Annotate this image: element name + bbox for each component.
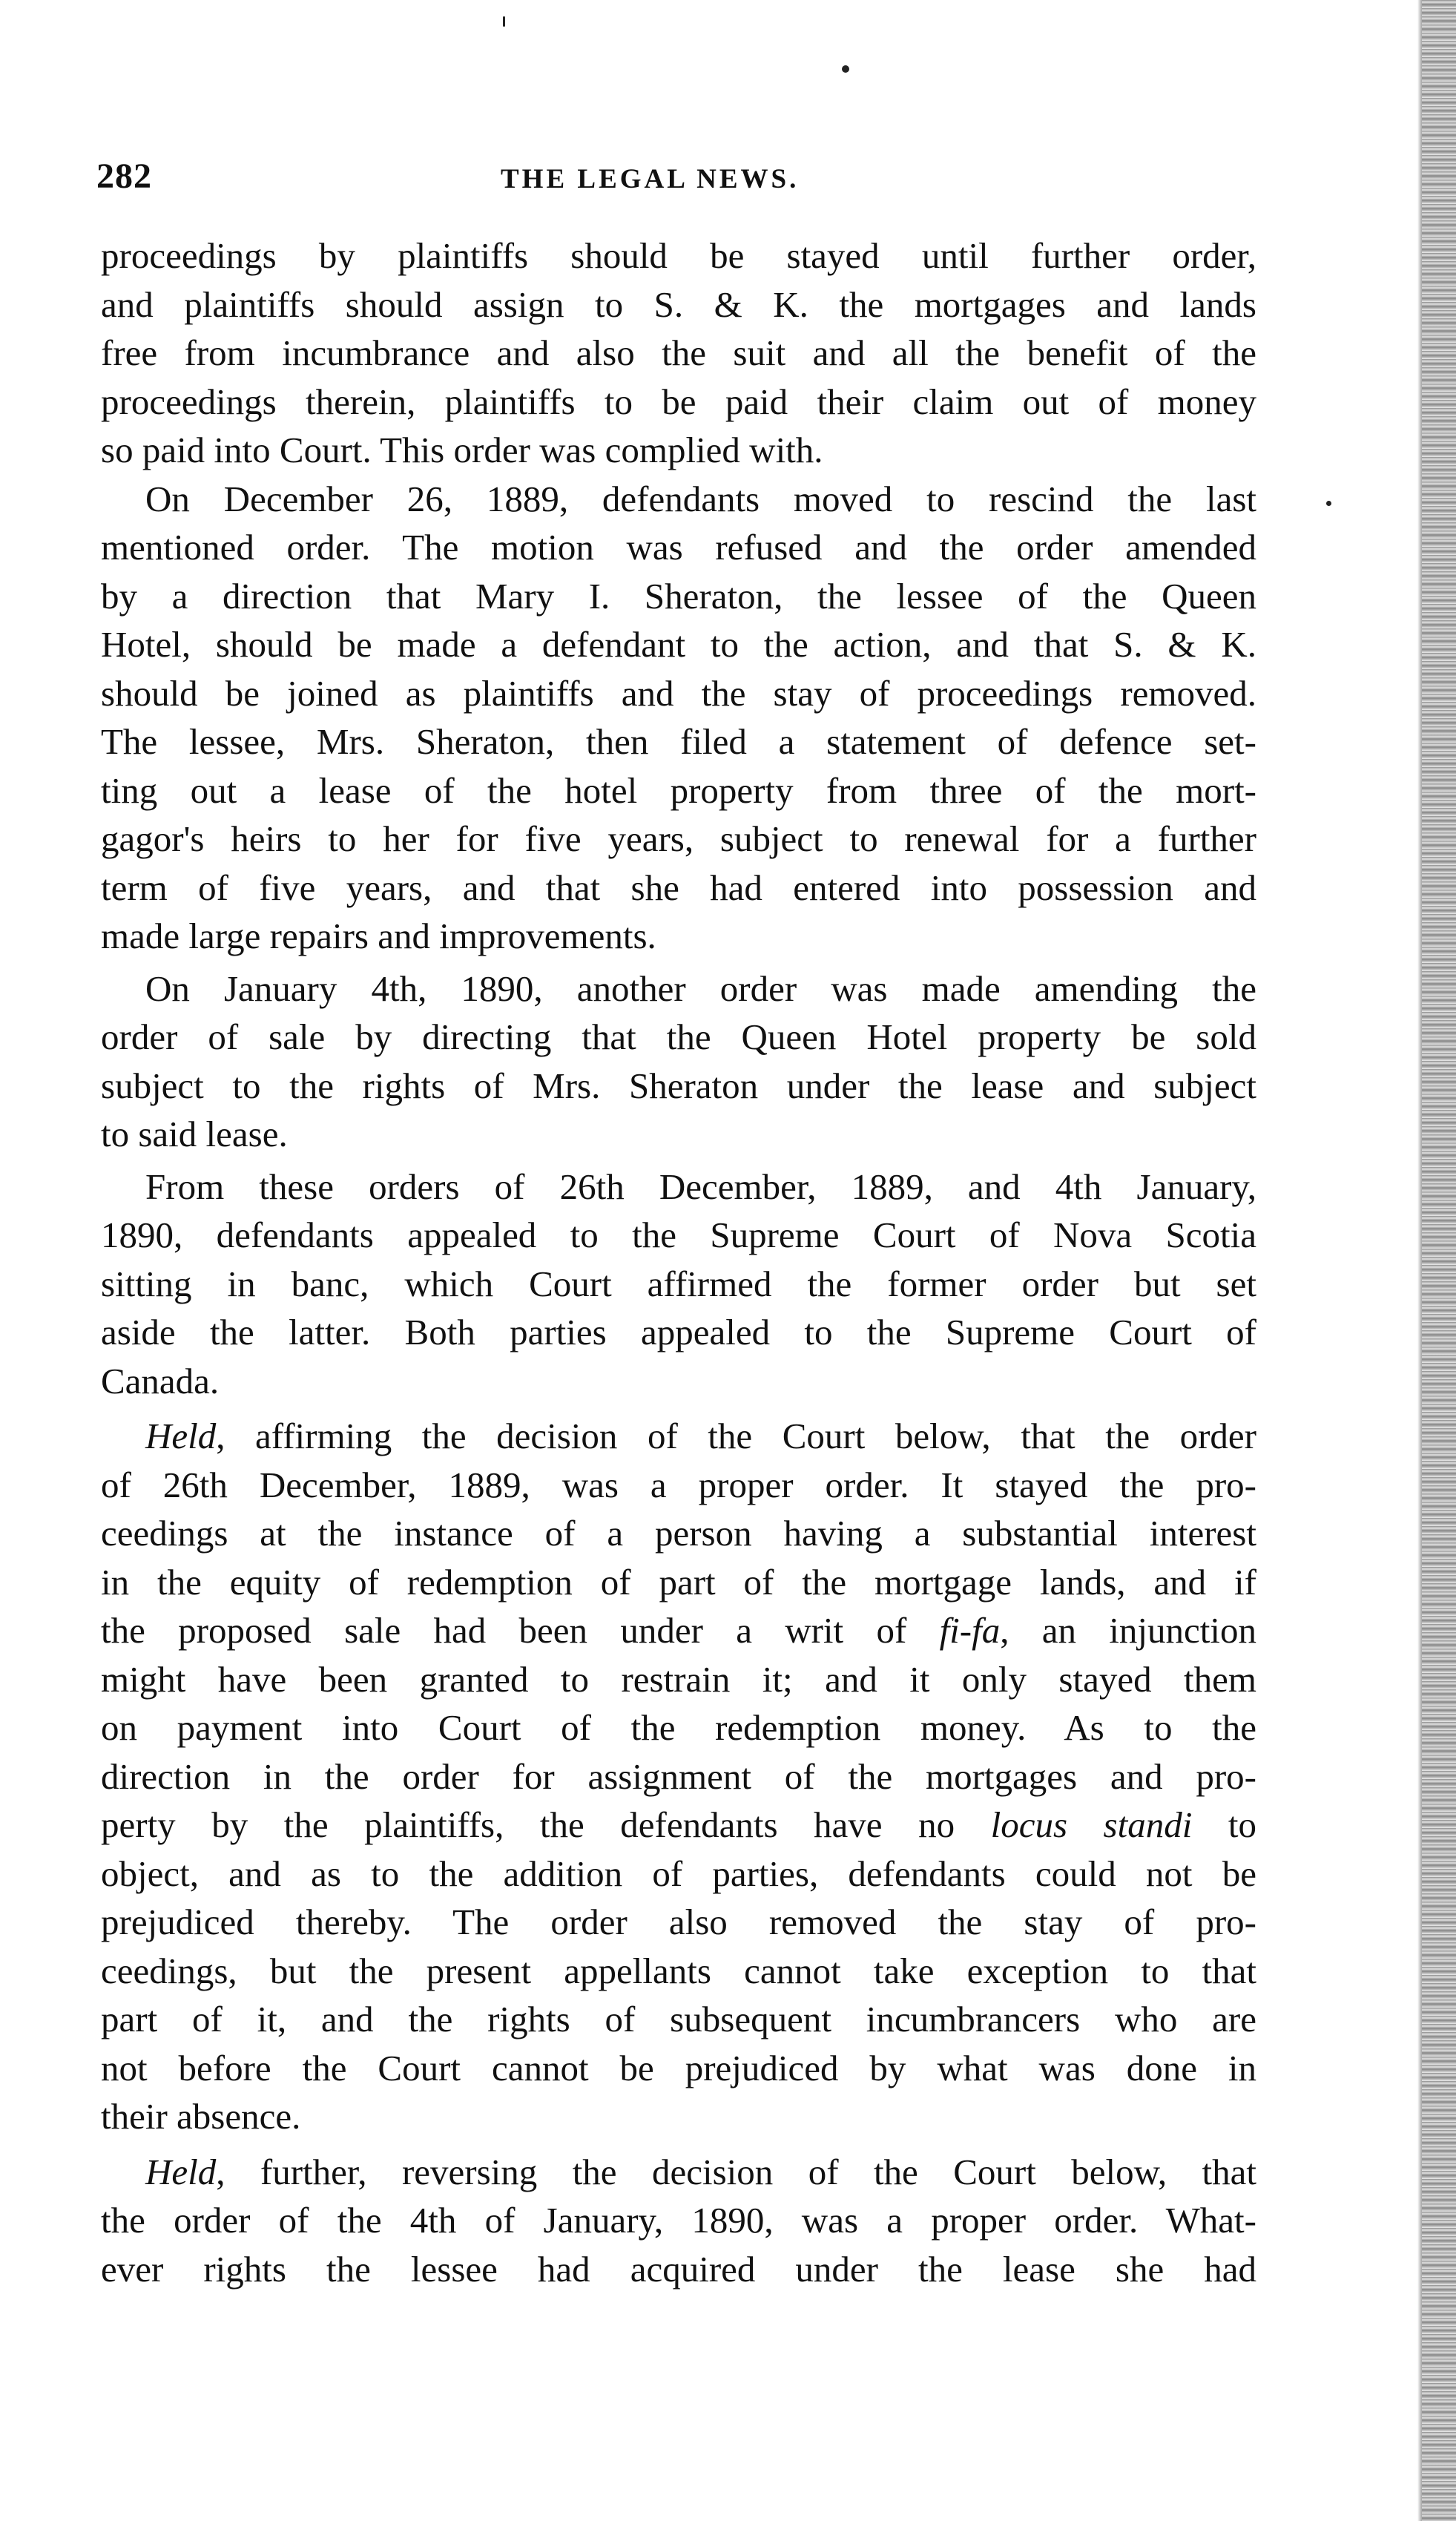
text-line: aside the latter. Both parties appealed to the Supreme Court of: [101, 1312, 1256, 1352]
text-line: proceedings therein, plaintiffs to be paid their claim out of money: [101, 381, 1256, 422]
text-segment: , further, reversing the decision of the Court below, that: [216, 2151, 1256, 2192]
page-binding-edge: [1422, 0, 1456, 2521]
text-line: made large repairs and improvements.: [101, 916, 656, 956]
paragraph-held: [101, 1412, 1256, 2141]
text-line: ever rights the lessee had acquired under the lease she had: [101, 2248, 1256, 2290]
text-line: [101, 1412, 1256, 1461]
text-line: The lessee, Mrs. Sheraton, then filed a statement of defence set-: [101, 721, 1256, 762]
text-segment: , affirming the decision of the Court below, that the order: [216, 1416, 1256, 1456]
italic-term: fi-fa: [939, 1610, 1001, 1651]
text-segment: perty by the plaintiffs, the defendants have no: [101, 1804, 955, 1845]
text-segment: to: [1228, 1804, 1257, 1845]
text-line: subject to the rights of Mrs. Sheraton under the lease and subject: [101, 1065, 1256, 1106]
paragraph: [101, 964, 1256, 1159]
held-label: Held: [145, 2151, 217, 2192]
text-line: of 26th December, 1889, was a proper order. It stayed the pro-: [101, 1464, 1256, 1505]
text-line: term of five years, and that she had entered into possession and: [101, 867, 1256, 908]
text-line: On January 4th, 1890, another order was made amending the: [145, 967, 1256, 1009]
text-line: and plaintiffs should assign to S. & K. the mortgages and lands: [101, 283, 1256, 325]
text-line: Hotel, should be made a defendant to the action, and that S. & K.: [101, 624, 1256, 665]
text-line: mentioned order. The motion was refused and the order amended: [101, 527, 1256, 568]
text-line: object, and as to the addition of parties, defendants could not be: [101, 1853, 1256, 1894]
text-line: [101, 1606, 1256, 1655]
italic-term: locus standi: [990, 1804, 1193, 1845]
text-line: ceedings, but the present appellants cannot take exception to that: [101, 1950, 1256, 1991]
text-line: on payment into Court of the redemption money. As to the: [101, 1707, 1256, 1748]
paragraph-held: [101, 2148, 1256, 2294]
text-line: Canada.: [101, 1360, 220, 1401]
ink-speck: [842, 65, 849, 73]
text-segment: , an injunction: [1000, 1610, 1257, 1651]
ink-speck: [503, 16, 505, 27]
text-line: 1890, defendants appealed to the Supreme Court of Nova Scotia: [101, 1215, 1256, 1255]
text-line: might have been granted to restrain it; and it only stayed them: [101, 1658, 1256, 1700]
text-line: ceedings at the instance of a person having a substantial interest: [101, 1513, 1256, 1554]
text-segment: the proposed sale had been under a writ of: [101, 1610, 907, 1651]
text-line: so paid into Court. This order was complied with.: [101, 430, 823, 470]
page-number: 282: [96, 157, 152, 196]
body-text: [101, 231, 1256, 2293]
text-line: On December 26, 1889, defendants moved to rescind the last: [145, 478, 1256, 519]
text-line: [101, 1801, 1256, 1850]
text-line: to said lease.: [101, 1114, 288, 1154]
text-line: not before the Court cannot be prejudiced by what was done in: [101, 2047, 1256, 2088]
text-line: part of it, and the rights of subsequent incumbrancers who are: [101, 1999, 1256, 2040]
running-head: [96, 154, 1254, 199]
paragraph: [101, 231, 1256, 475]
text-line: should be joined as plaintiffs and the stay of proceedings removed.: [101, 672, 1256, 714]
text-line: gagor's heirs to her for five years, subject to renewal for a further: [101, 818, 1256, 859]
text-line: [101, 2148, 1256, 2197]
text-line: their absence.: [101, 2096, 301, 2137]
text-line: ting out a lease of the hotel property from three of the mort-: [101, 769, 1256, 811]
text-line: From these orders of 26th December, 1889, and 4th January,: [145, 1166, 1256, 1207]
text-line: order of sale by directing that the Queen Hotel property be sold: [101, 1016, 1256, 1057]
text-line: by a direction that Mary I. Sheraton, the lessee of the Queen: [101, 575, 1256, 617]
paragraph: [101, 475, 1256, 961]
text-line: free from incumbrance and also the suit and all the benefit of the: [101, 332, 1256, 373]
text-line: in the equity of redemption of part of the mortgage lands, and if: [101, 1561, 1256, 1603]
text-line: direction in the order for assignment of the mortgages and pro-: [101, 1755, 1256, 1797]
held-label: Held: [145, 1416, 217, 1456]
journal-title: THE LEGAL NEWS.: [501, 164, 800, 194]
text-line: the order of the 4th of January, 1890, was a proper order. What-: [101, 2200, 1256, 2241]
paragraph: [101, 1163, 1256, 1406]
ink-speck: [1326, 501, 1331, 506]
text-line: sitting in banc, which Court affirmed the former order but set: [101, 1263, 1256, 1304]
text-line: prejudiced thereby. The order also removed the stay of pro-: [101, 1902, 1256, 1942]
text-line: proceedings by plaintiffs should be stayed until further order,: [101, 235, 1256, 276]
